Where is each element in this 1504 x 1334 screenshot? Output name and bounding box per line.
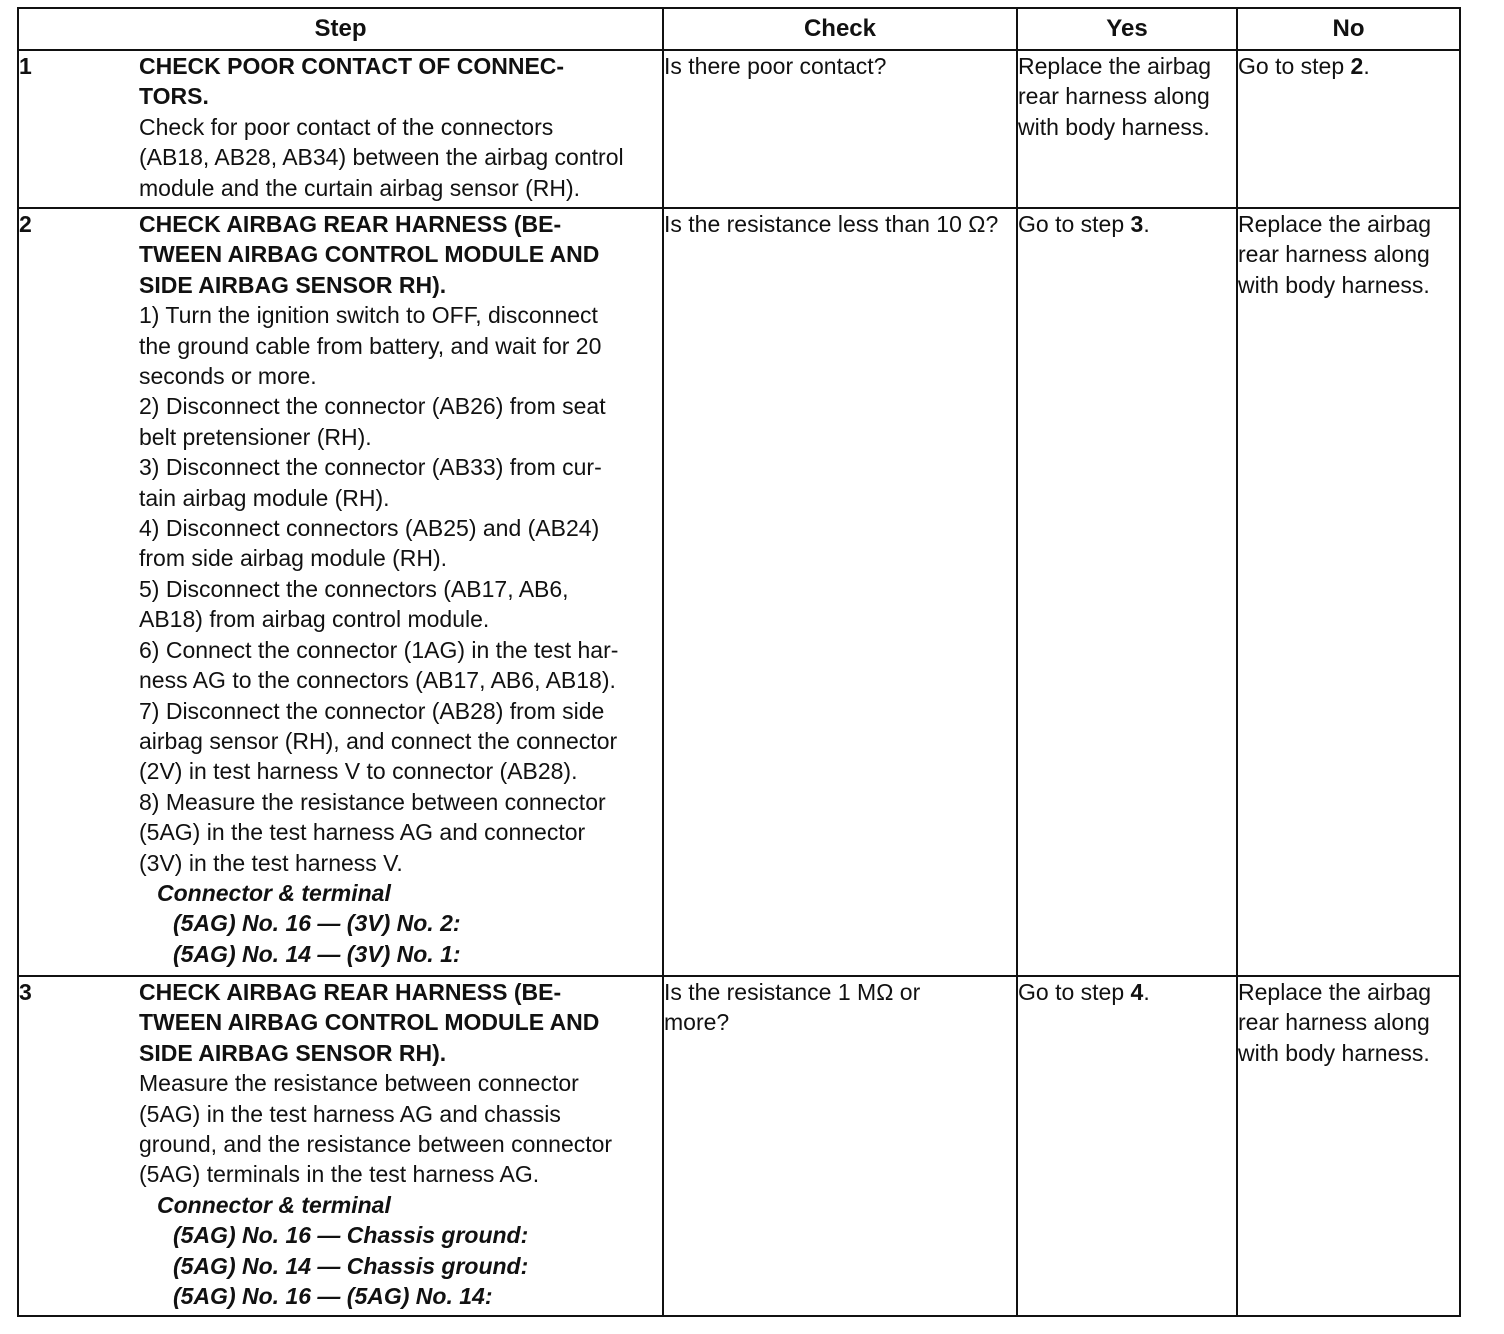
diagnostic-table: [17, 7, 1461, 1317]
check-line: Is the resistance 1 MΩ or: [664, 979, 921, 1005]
step-title: [139, 209, 662, 300]
header-step: Step: [18, 8, 663, 50]
header-no: No: [1237, 8, 1460, 50]
step-instruction-line: Check for poor contact of the connectors: [139, 113, 554, 140]
step-number: 2: [19, 211, 32, 237]
check-line: more?: [664, 1009, 730, 1036]
step-cell: [18, 976, 663, 1316]
no-line: Replace the airbag: [1238, 979, 1432, 1005]
yes-cell: [1017, 50, 1237, 208]
step-instruction-line: (5AG) terminals in the test harness AG.: [139, 1161, 540, 1188]
check-cell: Is the resistance less than 10 Ω?: [663, 208, 1017, 976]
step-instruction-line: 8) Measure the resistance between connector: [139, 788, 606, 815]
step-body: [139, 209, 662, 969]
step-title-line: TORS.: [139, 83, 209, 110]
yes-text-suffix: .: [1143, 211, 1150, 237]
no-text: Go to step: [1238, 53, 1351, 79]
step-instruction-line: (5AG) in the test harness AG and connector: [139, 819, 586, 846]
yes-line: rear harness along: [1018, 83, 1210, 110]
no-cell: [1237, 976, 1460, 1316]
step-instruction-line: 2) Disconnect the connector (AB26) from seat: [139, 393, 606, 420]
step-title: [139, 977, 662, 1068]
connector-terminal-heading: Connector & terminal: [157, 879, 391, 906]
no-cell: [1237, 50, 1460, 208]
step-instruction-line: airbag sensor (RH), and connect the connector: [139, 727, 618, 754]
header-row: [18, 8, 1460, 50]
connector-terminal-line: (5AG) No. 16 — (5AG) No. 14:: [173, 1283, 493, 1310]
step-cell: [18, 50, 663, 208]
step-title-line: CHECK AIRBAG REAR HARNESS (BE-: [139, 979, 562, 1005]
step-reference: 3: [1130, 211, 1144, 237]
step-instruction-line: the ground cable from battery, and wait for 20: [139, 332, 602, 359]
step-title-line: SIDE AIRBAG SENSOR RH).: [139, 1039, 447, 1066]
no-cell: [1237, 208, 1460, 976]
step-instruction-line: belt pretensioner (RH).: [139, 423, 372, 450]
step-title: [139, 51, 662, 112]
yes-text: Go to step: [1018, 211, 1131, 237]
step-title-line: TWEEN AIRBAG CONTROL MODULE AND: [139, 241, 600, 268]
step-instruction-line: 3) Disconnect the connector (AB33) from cur-: [139, 454, 602, 481]
step-title-line: CHECK POOR CONTACT OF CONNEC-: [139, 53, 565, 79]
step-instruction-line: ness AG to the connectors (AB17, AB6, AB18).: [139, 667, 616, 694]
step-instruction-line: 5) Disconnect the connectors (AB17, AB6,: [139, 575, 569, 602]
yes-text-suffix: .: [1143, 979, 1150, 1005]
header-yes: Yes: [1017, 8, 1237, 50]
step-title-line: CHECK AIRBAG REAR HARNESS (BE-: [139, 211, 562, 237]
step-instruction-line: seconds or more.: [139, 363, 317, 390]
step-instruction-line: module and the curtain airbag sensor (RH).: [139, 174, 581, 201]
step-instruction-line: (5AG) in the test harness AG and chassis: [139, 1100, 561, 1127]
step-instruction-line: (2V) in test harness V to connector (AB28).: [139, 758, 578, 785]
step-instruction-line: (3V) in the test harness V.: [139, 849, 403, 876]
step-instruction-line: Measure the resistance between connector: [139, 1070, 579, 1097]
step-cell: [18, 208, 663, 976]
no-text-suffix: .: [1363, 53, 1370, 79]
step-title-line: SIDE AIRBAG SENSOR RH).: [139, 271, 447, 298]
step-instruction-line: tain airbag module (RH).: [139, 484, 390, 511]
connector-terminal-line: (5AG) No. 14 — Chassis ground:: [173, 1252, 529, 1279]
connector-terminal-heading: Connector & terminal: [157, 1191, 391, 1218]
table-row: [18, 208, 1460, 976]
no-line: rear harness along: [1238, 241, 1430, 268]
table-row: [18, 50, 1460, 208]
step-reference: 4: [1130, 979, 1144, 1005]
check-cell: [663, 976, 1017, 1316]
step-instruction-line: (AB18, AB28, AB34) between the airbag control: [139, 144, 624, 171]
step-number: 1: [19, 53, 32, 79]
connector-terminal-line: (5AG) No. 14 — (3V) No. 1:: [173, 940, 461, 967]
step-body: [139, 51, 662, 203]
step-instruction-line: AB18) from airbag control module.: [139, 606, 490, 633]
header-check: Check: [663, 8, 1017, 50]
connector-terminal-line: (5AG) No. 16 — Chassis ground:: [173, 1222, 529, 1249]
step-instruction-line: 7) Disconnect the connector (AB28) from side: [139, 697, 605, 724]
step-body: [139, 977, 662, 1311]
step-title-line: TWEEN AIRBAG CONTROL MODULE AND: [139, 1009, 600, 1036]
yes-text: Go to step: [1018, 979, 1131, 1005]
table-row: [18, 976, 1460, 1316]
step-number: 3: [19, 979, 32, 1005]
yes-line: with body harness.: [1018, 113, 1210, 140]
step-instruction-line: ground, and the resistance between connector: [139, 1131, 613, 1158]
step-reference: 2: [1350, 53, 1364, 79]
yes-line: Replace the airbag: [1018, 53, 1212, 79]
no-line: with body harness.: [1238, 1039, 1430, 1066]
no-line: with body harness.: [1238, 271, 1430, 298]
step-instruction-line: 1) Turn the ignition switch to OFF, disconnect: [139, 302, 598, 329]
yes-cell: [1017, 208, 1237, 976]
step-instruction-line: 4) Disconnect connectors (AB25) and (AB24): [139, 515, 600, 542]
yes-cell: [1017, 976, 1237, 1316]
no-line: rear harness along: [1238, 1009, 1430, 1036]
step-instruction-line: from side airbag module (RH).: [139, 545, 448, 572]
step-instruction-line: 6) Connect the connector (1AG) in the test har-: [139, 636, 619, 663]
check-cell: Is there poor contact?: [663, 50, 1017, 208]
no-line: Replace the airbag: [1238, 211, 1432, 237]
connector-terminal-line: (5AG) No. 16 — (3V) No. 2:: [173, 910, 461, 937]
